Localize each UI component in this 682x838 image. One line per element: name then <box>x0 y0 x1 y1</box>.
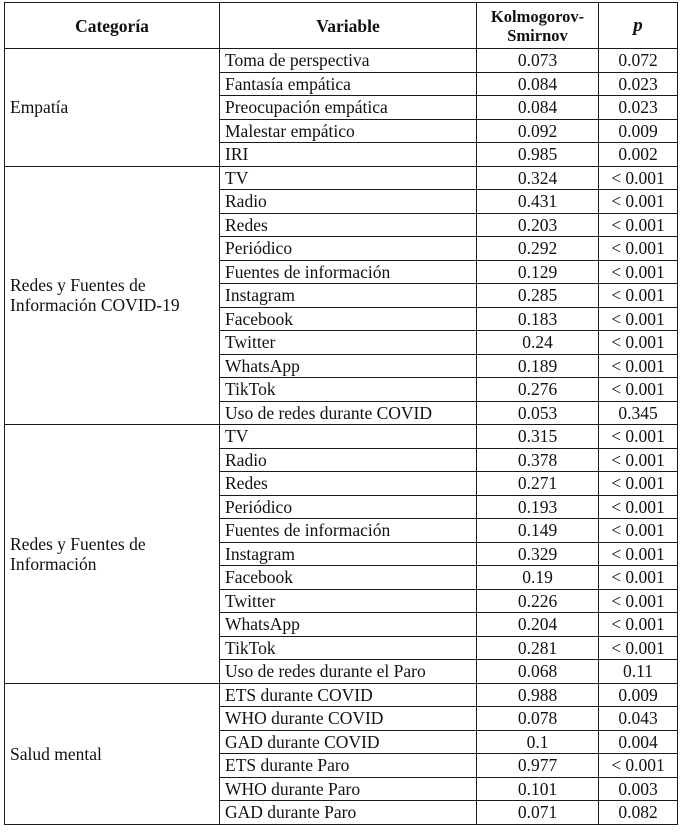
ks-statistic-cell: 0.329 <box>477 542 599 566</box>
p-value-cell: < 0.001 <box>599 260 678 284</box>
variable-cell: GAD durante COVID <box>220 730 477 754</box>
p-value-cell: < 0.001 <box>599 495 678 519</box>
variable-cell: TV <box>220 425 477 449</box>
p-value-cell: 0.072 <box>599 49 678 73</box>
ks-statistic-cell: 0.1 <box>477 730 599 754</box>
table-body <box>5 49 678 825</box>
header-row <box>5 3 678 49</box>
ks-statistic-cell: 0.378 <box>477 448 599 472</box>
variable-cell: Periódico <box>220 495 477 519</box>
ks-statistic-cell: 0.324 <box>477 166 599 190</box>
p-value-cell: < 0.001 <box>599 589 678 613</box>
variable-cell: WhatsApp <box>220 613 477 637</box>
header-kolmogorov-smirnov: Kolmogorov-Smirnov <box>477 3 599 49</box>
variable-cell: Periódico <box>220 237 477 261</box>
ks-statistic-cell: 0.977 <box>477 754 599 778</box>
p-value-cell: < 0.001 <box>599 213 678 237</box>
ks-statistic-cell: 0.084 <box>477 96 599 120</box>
ks-statistic-cell: 0.271 <box>477 472 599 496</box>
header-variable: Variable <box>220 3 477 49</box>
variable-cell: Preocupación empática <box>220 96 477 120</box>
p-value-cell: 0.082 <box>599 801 678 825</box>
category-cell: Salud mental <box>5 683 220 824</box>
p-value-cell: < 0.001 <box>599 354 678 378</box>
variable-cell: Redes <box>220 472 477 496</box>
p-value-cell: < 0.001 <box>599 425 678 449</box>
ks-statistic-cell: 0.129 <box>477 260 599 284</box>
p-value-cell: < 0.001 <box>599 613 678 637</box>
variable-cell: Radio <box>220 190 477 214</box>
variable-cell: Instagram <box>220 542 477 566</box>
variable-cell: Fuentes de información <box>220 519 477 543</box>
table-row <box>5 49 678 73</box>
normality-test-table <box>4 2 678 825</box>
table-header <box>5 3 678 49</box>
p-value-cell: 0.345 <box>599 401 678 425</box>
variable-cell: TikTok <box>220 636 477 660</box>
variable-cell: Fuentes de información <box>220 260 477 284</box>
variable-cell: Malestar empático <box>220 119 477 143</box>
p-value-cell: < 0.001 <box>599 190 678 214</box>
header-categoria: Categoría <box>5 3 220 49</box>
p-value-cell: < 0.001 <box>599 307 678 331</box>
variable-cell: TikTok <box>220 378 477 402</box>
variable-cell: ETS durante Paro <box>220 754 477 778</box>
ks-statistic-cell: 0.101 <box>477 777 599 801</box>
ks-statistic-cell: 0.292 <box>477 237 599 261</box>
p-value-cell: 0.023 <box>599 96 678 120</box>
ks-statistic-cell: 0.053 <box>477 401 599 425</box>
p-value-cell: < 0.001 <box>599 237 678 261</box>
variable-cell: WHO durante Paro <box>220 777 477 801</box>
p-value-cell: < 0.001 <box>599 754 678 778</box>
p-value-cell: 0.009 <box>599 119 678 143</box>
ks-statistic-cell: 0.204 <box>477 613 599 637</box>
p-value-cell: 0.11 <box>599 660 678 684</box>
ks-statistic-cell: 0.084 <box>477 72 599 96</box>
table-row <box>5 425 678 449</box>
ks-statistic-cell: 0.226 <box>477 589 599 613</box>
ks-statistic-cell: 0.431 <box>477 190 599 214</box>
p-value-cell: < 0.001 <box>599 566 678 590</box>
variable-cell: Twitter <box>220 589 477 613</box>
ks-statistic-cell: 0.073 <box>477 49 599 73</box>
variable-cell: Radio <box>220 448 477 472</box>
variable-cell: Facebook <box>220 566 477 590</box>
p-value-cell: 0.003 <box>599 777 678 801</box>
variable-cell: Instagram <box>220 284 477 308</box>
variable-cell: Toma de perspectiva <box>220 49 477 73</box>
p-value-cell: < 0.001 <box>599 519 678 543</box>
variable-cell: Redes <box>220 213 477 237</box>
variable-cell: IRI <box>220 143 477 167</box>
variable-cell: TV <box>220 166 477 190</box>
variable-cell: Fantasía empática <box>220 72 477 96</box>
ks-statistic-cell: 0.193 <box>477 495 599 519</box>
p-value-cell: 0.004 <box>599 730 678 754</box>
ks-statistic-cell: 0.19 <box>477 566 599 590</box>
category-cell: Redes y Fuentes de Información <box>5 425 220 684</box>
ks-statistic-cell: 0.183 <box>477 307 599 331</box>
ks-statistic-cell: 0.078 <box>477 707 599 731</box>
ks-statistic-cell: 0.071 <box>477 801 599 825</box>
variable-cell: WhatsApp <box>220 354 477 378</box>
ks-statistic-cell: 0.24 <box>477 331 599 355</box>
table-row <box>5 166 678 190</box>
header-p-value: p <box>599 3 678 49</box>
ks-statistic-cell: 0.285 <box>477 284 599 308</box>
variable-cell: GAD durante Paro <box>220 801 477 825</box>
variable-cell: Uso de redes durante COVID <box>220 401 477 425</box>
p-value-cell: 0.023 <box>599 72 678 96</box>
variable-cell: Facebook <box>220 307 477 331</box>
variable-cell: Twitter <box>220 331 477 355</box>
variable-cell: WHO durante COVID <box>220 707 477 731</box>
ks-statistic-cell: 0.276 <box>477 378 599 402</box>
ks-statistic-cell: 0.189 <box>477 354 599 378</box>
table-row <box>5 683 678 707</box>
ks-statistic-cell: 0.068 <box>477 660 599 684</box>
ks-statistic-cell: 0.985 <box>477 143 599 167</box>
p-value-cell: < 0.001 <box>599 378 678 402</box>
p-value-cell: < 0.001 <box>599 284 678 308</box>
ks-statistic-cell: 0.203 <box>477 213 599 237</box>
ks-statistic-cell: 0.315 <box>477 425 599 449</box>
p-value-cell: < 0.001 <box>599 636 678 660</box>
variable-cell: ETS durante COVID <box>220 683 477 707</box>
p-value-cell: < 0.001 <box>599 166 678 190</box>
category-cell: Redes y Fuentes de Información COVID-19 <box>5 166 220 425</box>
ks-statistic-cell: 0.092 <box>477 119 599 143</box>
p-value-cell: < 0.001 <box>599 472 678 496</box>
p-value-cell: 0.009 <box>599 683 678 707</box>
category-cell: Empatía <box>5 49 220 167</box>
p-value-cell: < 0.001 <box>599 331 678 355</box>
p-value-cell: 0.043 <box>599 707 678 731</box>
ks-statistic-cell: 0.149 <box>477 519 599 543</box>
p-value-cell: < 0.001 <box>599 542 678 566</box>
ks-statistic-cell: 0.281 <box>477 636 599 660</box>
p-value-cell: 0.002 <box>599 143 678 167</box>
ks-statistic-cell: 0.988 <box>477 683 599 707</box>
variable-cell: Uso de redes durante el Paro <box>220 660 477 684</box>
p-value-cell: < 0.001 <box>599 448 678 472</box>
